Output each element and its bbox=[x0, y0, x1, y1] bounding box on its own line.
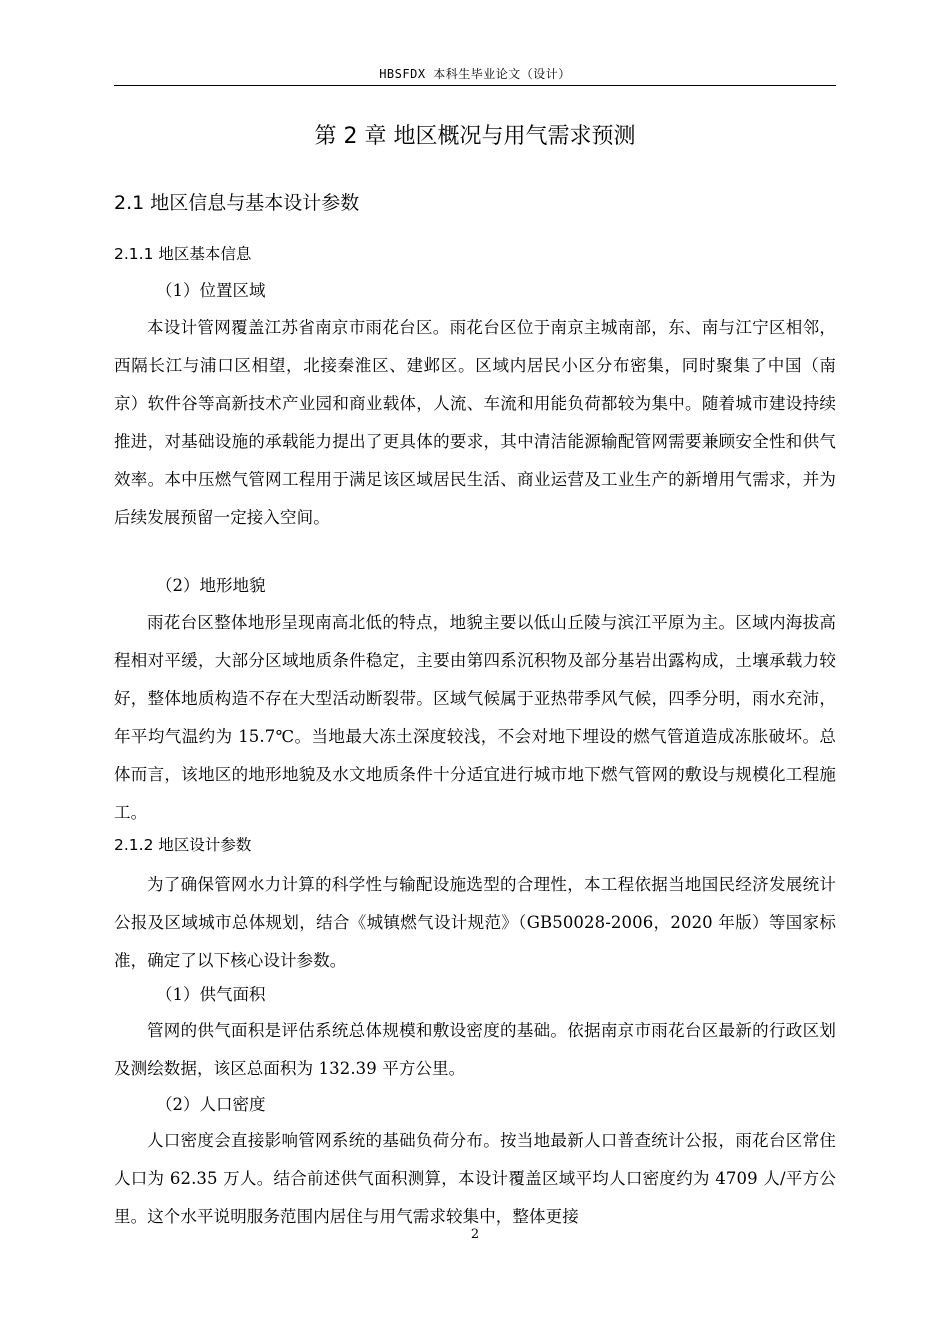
paragraph: 管网的供气面积是评估系统总体规模和敷设密度的基础。依据南京市雨花台区最新的行政区划及测绘数据，该区总面积为 132.39 平方公里。 bbox=[114, 1021, 836, 1078]
subsection-heading: 2.1.2 地区设计参数 bbox=[114, 836, 252, 854]
paragraph: 为了确保管网水力计算的科学性与输配设施选型的合理性，本工程依据当地国民经济发展统计公报及区域城市总体规划，结合《城镇燃气设计规范》（GB50028-2006，2020 年版）等国家标准，确定了以下核心设计参数。 bbox=[114, 875, 836, 970]
running-header: HBSFDX 本科生毕业论文（设计） bbox=[379, 67, 571, 81]
subsection-heading: 2.1.1 地区基本信息 bbox=[114, 245, 252, 263]
item-heading: （1）位置区域 bbox=[156, 281, 266, 300]
item-heading: （1）供气面积 bbox=[156, 985, 266, 1004]
item-heading: （2）地形地貌 bbox=[156, 576, 266, 595]
paragraph: 本设计管网覆盖江苏省南京市雨花台区。雨花台区位于南京主城南部，东、南与江宁区相邻，西隔长江与浦口区相望，北接秦淮区、建邺区。区域内居民小区分布密集，同时聚集了中国（南京）软件谷等高新技术产业园和商业载体，人流、车流和用能负荷都较为集中。随着城市建设持续推进，对基础设施的承载能力提出了更具体的要求，其中清洁能源输配管网需要兼顾安全性和供气效率。本中压燃气管网工程用于满足该区域居民生活、商业运营及工业生产的新增用气需求，并为后续发展预留一定接入空间。 bbox=[114, 318, 836, 527]
page-number: 2 bbox=[470, 1227, 480, 1242]
paragraph: 人口密度会直接影响管网系统的基础负荷分布。按当地最新人口普查统计公报，雨花台区常住人口为 62.35 万人。结合前述供气面积测算，本设计覆盖区域平均人口密度约为 4709 人/平方公里。这个水平说明服务范围内居住与用气需求较集中，整体更接 bbox=[114, 1131, 836, 1226]
chapter-title: 第 2 章 地区概况与用气需求预测 bbox=[314, 124, 636, 149]
paragraph: 雨花台区整体地形呈现南高北低的特点，地貌主要以低山丘陵与滨江平原为主。区域内海拔高程相对平缓，大部分区域地质条件稳定，主要由第四系沉积物及部分基岩出露构成，土壤承载力较好，整体地质构造不存在大型活动断裂带。区域气候属于亚热带季风气候，四季分明，雨水充沛，年平均气温约为 15.7℃。当地最大冻土深度较浅，不会对地下埋设的燃气管道造成冻胀破坏。总体而言，该地区的地形地貌及水文地质条件十分适宜进行城市地下燃气管网的敷设与规模化工程施工。 bbox=[114, 613, 836, 822]
header-rule bbox=[114, 85, 836, 86]
section-heading: 2.1 地区信息与基本设计参数 bbox=[114, 192, 360, 214]
item-heading: （2）人口密度 bbox=[156, 1095, 266, 1114]
